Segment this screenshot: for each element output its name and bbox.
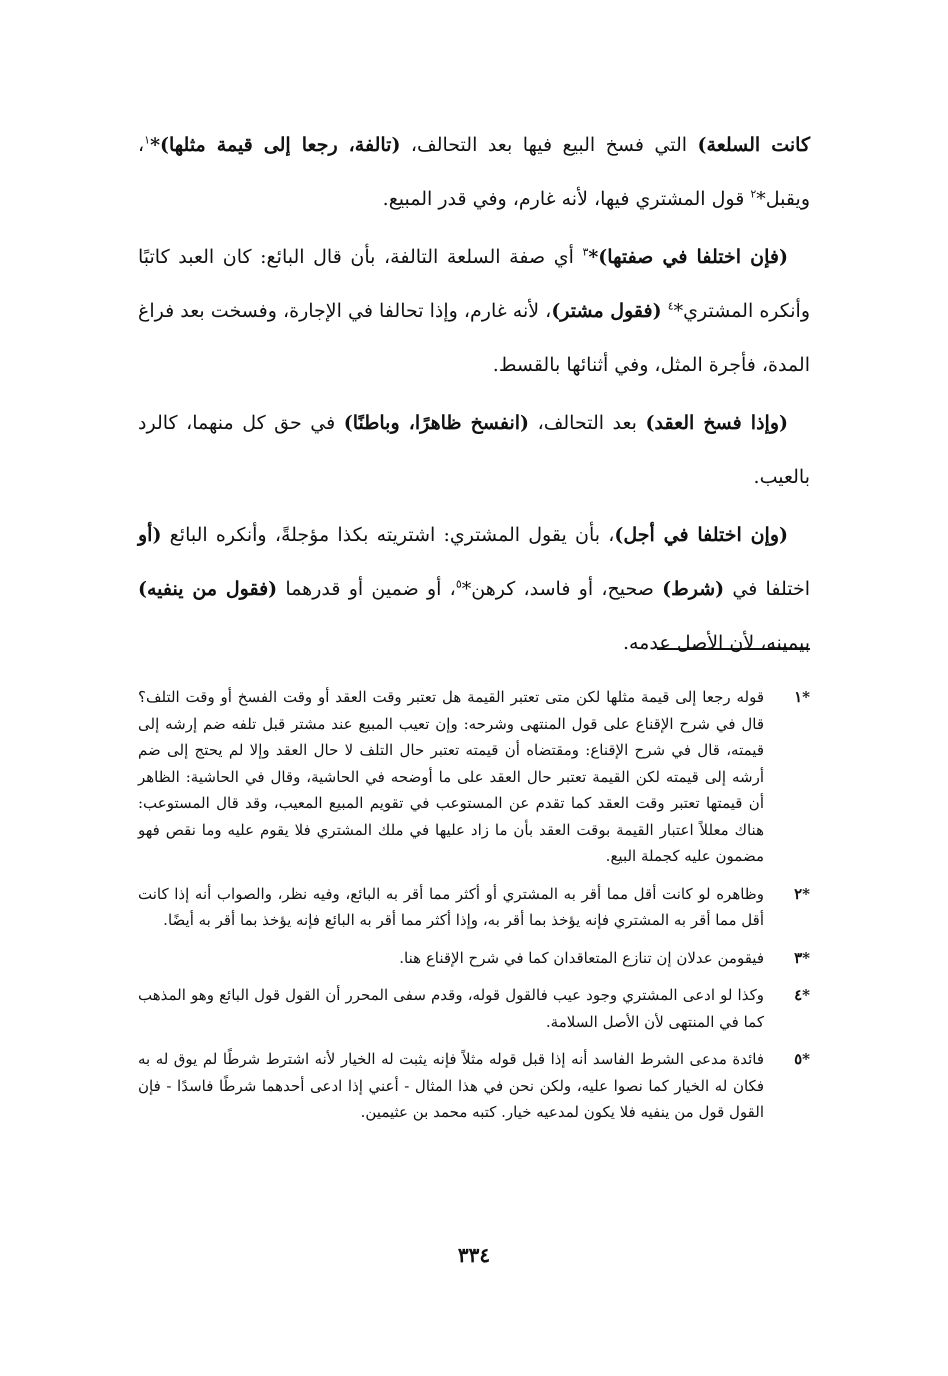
footnote-number: *١ <box>794 688 810 706</box>
text-run: بعد التحالف، <box>529 412 646 434</box>
text-run: صحيح، أو فاسد، كرهن* <box>461 578 663 600</box>
text-run: أي صفة السلعة التالفة، بأن قال البائع: كان العبد كاتبًا وأنكره المشتري* <box>138 246 810 322</box>
bold-phrase: (فإن اختلفا في صفتها)* <box>588 246 788 268</box>
footnote-ref: ٢ <box>750 187 757 201</box>
bold-phrase: (أو <box>138 524 162 546</box>
footnote-number: *٥ <box>794 1050 810 1068</box>
bold-phrase: (تالفة، رجعا إلى قيمة مثلها)* <box>150 134 401 156</box>
bold-phrase: (فقول مشتر) <box>551 300 662 322</box>
footnote-item <box>138 684 810 870</box>
text-run: ، أو ضمين أو قدرهما <box>277 578 456 600</box>
footnote-text: قوله رجعا إلى قيمة مثلها لكن متى تعتبر القيمة هل تعتبر وقت العقد أو وقت الفسخ أو وقت التلف؟ قال في شرح الإقناع على قول المنتهى وشرحه: وإن تعيب المبيع عند مشتر قبل تلفه ضم إرشه إلى قيمته، قال في شرح الإقناع: ومقتضاه أن قيمته تعتبر حال التلف لا حال العقد وإلا لم يحتج إلى ضم أرشه إلى قيمته لكن القيمة تعتبر حال العقد على ما أوضحه في الحاشية، وقال في الحاشية: الظاهر أن قيمتها تعتبر وقت العقد كما تقدم عن المستوعب في تقويم المبيع المعيب، وقد قال المستوعب: هناك معللاً اعتبار القيمة بوقت العقد بأن ما زاد عليها في ملك المشتري فلا يقوم عليه وما نقص فهو مضمون عليه كجملة البيع. <box>138 688 764 865</box>
text-run: ، بأن يقول المشتري: اشتريته بكذا مؤجلةً، وأنكره البائع <box>161 524 615 546</box>
footnote-item <box>138 945 810 972</box>
text-run: ، لأنه غارم، وإذا تحالفا في الإجارة، وفسخت بعد فراغ المدة، فأجرة المثل، وفي أثنائها بالقسط. <box>138 300 810 376</box>
text-run: بيمينه، لأن الأصل عدمه. <box>622 632 810 654</box>
bold-phrase: (فقول من ينفيه) <box>138 578 278 600</box>
footnote-number: *٤ <box>794 986 810 1004</box>
footnote-number: *٣ <box>794 948 810 967</box>
footnote-ref: ٥ <box>455 577 462 591</box>
bold-phrase: (شرط) <box>662 578 725 600</box>
footnote-separator <box>657 648 810 650</box>
text-run: قول المشتري فيها، لأنه غارم، وفي قدر المبيع. <box>382 188 751 210</box>
text-run: اختلفا في <box>724 578 811 600</box>
main-text <box>138 118 810 674</box>
footnote-text: فائدة مدعى الشرط الفاسد أنه إذا قبل قوله مثلاً فإنه يثبت له الخيار لأنه اشترط شرطًا لم يوق له به فكان له الخيار كما نصوا عليه، ولكن نحن في هذا المثال - أعني إذا ادعى أحدهما شرطًا فاسدًا - فإن القول قول من ينفيه فلا يكون لمدعيه خيار. كتبه محمد بن عثيمين. <box>138 1050 764 1121</box>
text-run: ، ويقبل* <box>138 134 810 210</box>
paragraph-4 <box>138 508 810 670</box>
text-run: في حق كل منهما، كالرد بالعيب. <box>138 412 810 488</box>
footnote-ref: ٤ <box>667 299 674 313</box>
footnote-ref: ١ <box>144 133 151 147</box>
paragraph-2 <box>138 230 810 392</box>
footnote-item <box>138 1046 810 1126</box>
footnotes <box>138 684 810 1137</box>
text-run: التي فسخ البيع فيها بعد التحالف، <box>400 134 698 156</box>
footnote-text: فيقومن عدلان إن تنازع المتعاقدان كما في شرح الإقناع هنا. <box>399 948 764 967</box>
bold-phrase: (انفسخ ظاهرًا، وباطنًا) <box>343 412 530 434</box>
footnote-text: وظاهره لو كانت أقل مما أقر به المشتري أو أكثر مما أقر به البائع، وفيه نظر، والصواب أنه إذا كانت أقل مما أقر به المشتري فإنه يؤخذ بما أقر به، وإذا أكثر مما أقر به البائع فإنه يؤخذ بما أقر به أيضًا. <box>138 884 764 929</box>
bold-phrase: (وإذا فسخ العقد) <box>645 412 788 434</box>
bold-phrase: كانت السلعة) <box>697 134 811 156</box>
footnote-item <box>138 982 810 1035</box>
footnote-item <box>138 881 810 934</box>
paragraph-3 <box>138 396 810 504</box>
footnote-number: *٢ <box>794 884 810 903</box>
bold-phrase: (وإن اختلفا في أجل) <box>614 524 788 546</box>
paragraph-1 <box>138 118 810 226</box>
footnote-ref: ٣ <box>582 245 589 259</box>
page-number: ٣٣٤ <box>457 1243 491 1267</box>
footnote-text: وكذا لو ادعى المشتري وجود عيب فالقول قوله، وقدم سفى المحرر أن القول قول البائع وهو المذهب كما في المنتهى لأن الأصل السلامة. <box>138 986 764 1031</box>
